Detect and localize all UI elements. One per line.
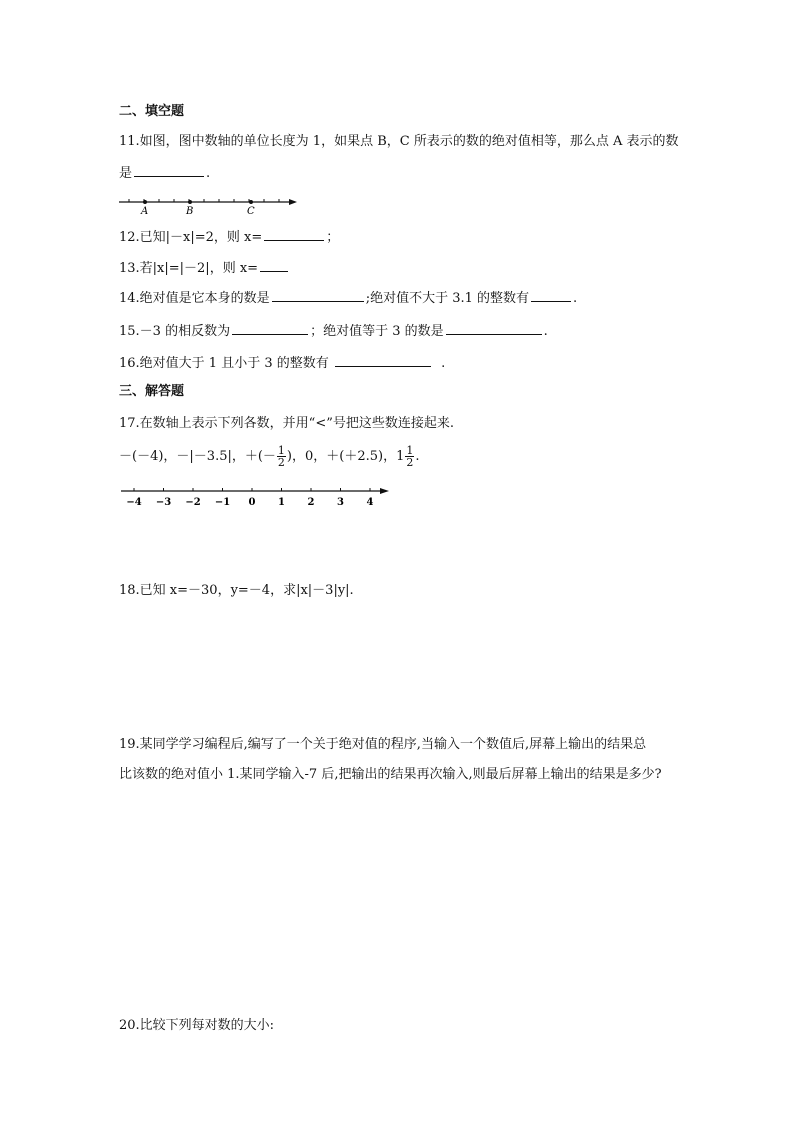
number-line-q11: [119, 191, 299, 217]
point-b: [188, 200, 192, 204]
question-12-text: 12.已知|－x|=2，则 x=: [119, 230, 263, 245]
answer-blank-15b[interactable]: [446, 322, 542, 335]
fraction-a-denominator: 2: [277, 456, 285, 469]
axis-tick-labels: [126, 497, 373, 508]
expression-part-1: －(－4)，－|－3.5|，＋(－: [119, 449, 276, 464]
point-a: [143, 200, 147, 204]
axis-arrow: [380, 488, 389, 494]
fraction-a-numerator: 1: [277, 444, 285, 457]
question-16-suffix: .: [441, 356, 446, 371]
question-15-middle: ；绝对值等于 3 的数是: [310, 324, 444, 339]
axis-tick-label: 1: [278, 497, 285, 508]
question-14-middle: ;绝对值不大于 3.1 的整数有: [365, 291, 530, 306]
question-16: [119, 354, 445, 372]
question-11-prefix: 是: [119, 166, 133, 181]
answer-blank-15a[interactable]: [232, 322, 308, 335]
answer-blank-13[interactable]: [260, 259, 288, 272]
question-19-line-1: 19.某同学学习编程后,编写了一个关于绝对值的程序,当输入一个数值后,屏幕上输出的结果总: [119, 737, 647, 752]
question-17-line-1: 17.在数轴上表示下列各数，并用“<”号把这些数连接起来.: [119, 416, 454, 431]
question-17-expression: [119, 442, 420, 472]
question-15-text: 15.－3 的相反数为: [119, 324, 231, 339]
question-14: [119, 289, 577, 307]
expression-end: .: [415, 449, 420, 464]
question-15-suffix: .: [543, 324, 548, 339]
answer-blank-11[interactable]: [134, 164, 204, 177]
point-a-label: A: [141, 206, 149, 217]
expression-part-2: )，0，＋(＋2.5)，1: [286, 449, 405, 464]
section-heading-solve: 三、解答题: [119, 384, 185, 399]
question-16-text: 16.绝对值大于 1 且小于 3 的整数有: [119, 356, 329, 371]
axis-tick-label: 4: [366, 497, 374, 508]
fraction-one-half-a: [277, 445, 286, 468]
question-13-text: 13.若|x|=|－2|，则 x=: [119, 261, 259, 276]
axis-arrow: [289, 199, 297, 205]
axis-tick-label: −4: [126, 497, 142, 508]
question-12: [119, 228, 339, 246]
fraction-b-denominator: 2: [406, 456, 414, 469]
question-11-line-2: [119, 164, 210, 182]
point-b-label: B: [186, 206, 194, 217]
question-14-suffix: .: [573, 291, 578, 306]
question-13: [119, 259, 290, 277]
answer-blank-14b[interactable]: [531, 289, 571, 302]
axis-tick-label: 2: [307, 497, 315, 508]
section-heading-fill-in: 二、填空题: [119, 104, 185, 119]
axis-tick-label: 0: [248, 497, 256, 508]
question-11-line-1: 11.如图，图中数轴的单位长度为 1，如果点 B，C 所表示的数的绝对值相等，那么点 A 表示的数: [119, 134, 679, 149]
point-c: [249, 200, 253, 204]
axis-tick-label: −3: [155, 497, 172, 508]
question-20: 20.比较下列每对数的大小:: [119, 1018, 275, 1033]
question-12-suffix: ；: [326, 230, 340, 245]
question-11-suffix: .: [206, 166, 211, 181]
question-15: [119, 322, 548, 340]
question-18: 18.已知 x=－30，y=－4，求|x|－3|y|.: [119, 583, 354, 598]
answer-blank-16[interactable]: [335, 354, 431, 367]
fraction-one-half-b: [405, 445, 414, 468]
question-14-text: 14.绝对值是它本身的数是: [119, 291, 270, 306]
question-19-line-2: 比该数的绝对值小 1.某同学输入-7 后,把输出的结果再次输入,则最后屏幕上输出的结果是多少?: [119, 767, 662, 782]
point-c-label: C: [247, 206, 255, 217]
axis-tick-label: −1: [214, 497, 231, 508]
axis-tick-label: −2: [185, 497, 201, 508]
axis-tick-label: 3: [337, 497, 344, 508]
answer-blank-12[interactable]: [264, 228, 324, 241]
fraction-b-numerator: 1: [406, 444, 414, 457]
number-line-q17: [119, 484, 394, 510]
answer-blank-14a[interactable]: [272, 289, 364, 302]
